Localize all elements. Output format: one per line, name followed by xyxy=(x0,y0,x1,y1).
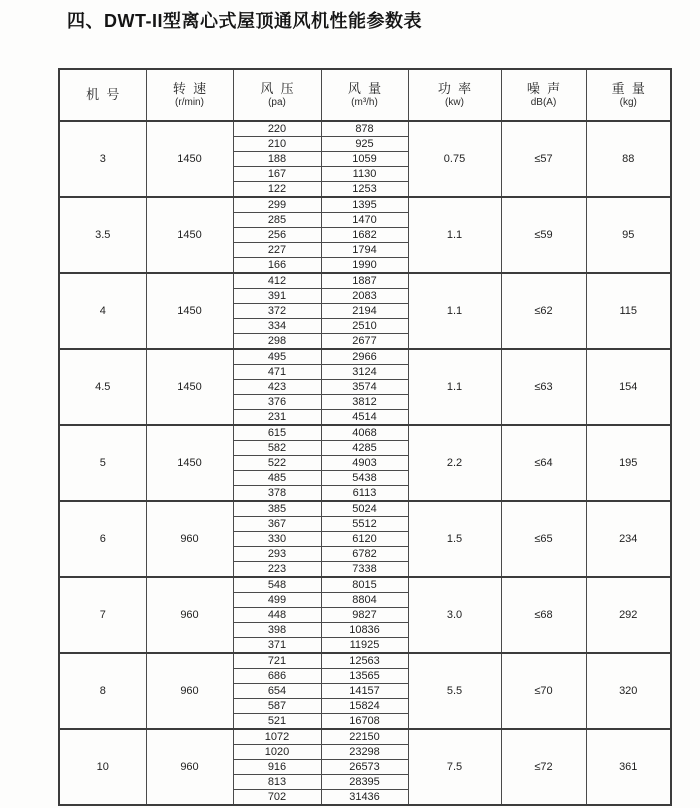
header-cell-pressure xyxy=(233,69,321,121)
volume-cell: 3124 xyxy=(321,365,408,380)
pressure-cell: 231 xyxy=(233,410,321,426)
volume-cell: 1682 xyxy=(321,228,408,243)
table-header-row xyxy=(59,69,671,121)
speed-cell: 960 xyxy=(146,577,233,653)
machine-no-cell: 4.5 xyxy=(59,349,146,425)
volume-cell: 878 xyxy=(321,121,408,137)
pressure-cell: 495 xyxy=(233,349,321,365)
power-cell: 1.1 xyxy=(408,349,501,425)
noise-cell: ≤62 xyxy=(501,273,586,349)
pressure-cell: 122 xyxy=(233,182,321,198)
volume-cell: 10836 xyxy=(321,623,408,638)
volume-cell: 22150 xyxy=(321,729,408,745)
machine-no-cell: 10 xyxy=(59,729,146,805)
pressure-cell: 376 xyxy=(233,395,321,410)
volume-cell: 925 xyxy=(321,137,408,152)
pressure-cell: 367 xyxy=(233,517,321,532)
machine-no-cell: 3 xyxy=(59,121,146,197)
volume-cell: 5512 xyxy=(321,517,408,532)
pressure-cell: 702 xyxy=(233,790,321,806)
noise-cell: ≤65 xyxy=(501,501,586,577)
volume-cell: 2966 xyxy=(321,349,408,365)
table-row xyxy=(59,349,671,365)
volume-cell: 1794 xyxy=(321,243,408,258)
pressure-cell: 686 xyxy=(233,669,321,684)
header-label: 重 量 xyxy=(611,81,645,96)
pressure-cell: 721 xyxy=(233,653,321,669)
volume-cell: 4514 xyxy=(321,410,408,426)
pressure-cell: 813 xyxy=(233,775,321,790)
pressure-cell: 654 xyxy=(233,684,321,699)
volume-cell: 1059 xyxy=(321,152,408,167)
pressure-cell: 423 xyxy=(233,380,321,395)
header-unit: (m³/h) xyxy=(351,97,378,108)
pressure-cell: 371 xyxy=(233,638,321,654)
table-row xyxy=(59,501,671,517)
table-row xyxy=(59,197,671,213)
volume-cell: 8804 xyxy=(321,593,408,608)
machine-no-cell: 7 xyxy=(59,577,146,653)
machine-no-cell: 5 xyxy=(59,425,146,501)
header-cell-volume xyxy=(321,69,408,121)
pressure-cell: 166 xyxy=(233,258,321,274)
pressure-cell: 1072 xyxy=(233,729,321,745)
header-label: 转 速 xyxy=(172,81,207,96)
table-row xyxy=(59,653,671,669)
speed-cell: 960 xyxy=(146,501,233,577)
pressure-cell: 587 xyxy=(233,699,321,714)
weight-cell: 292 xyxy=(586,577,671,653)
speed-cell: 1450 xyxy=(146,197,233,273)
power-cell: 1.1 xyxy=(408,197,501,273)
pressure-cell: 188 xyxy=(233,152,321,167)
pressure-cell: 548 xyxy=(233,577,321,593)
volume-cell: 1990 xyxy=(321,258,408,274)
header-unit: (kg) xyxy=(619,97,637,108)
machine-no-cell: 3.5 xyxy=(59,197,146,273)
pressure-cell: 391 xyxy=(233,289,321,304)
weight-cell: 88 xyxy=(586,121,671,197)
power-cell: 3.0 xyxy=(408,577,501,653)
volume-cell: 4285 xyxy=(321,441,408,456)
table-row xyxy=(59,729,671,745)
volume-cell: 2083 xyxy=(321,289,408,304)
volume-cell: 28395 xyxy=(321,775,408,790)
pressure-cell: 582 xyxy=(233,441,321,456)
weight-cell: 195 xyxy=(586,425,671,501)
pressure-cell: 916 xyxy=(233,760,321,775)
table-body xyxy=(59,121,671,805)
pressure-cell: 499 xyxy=(233,593,321,608)
noise-cell: ≤57 xyxy=(501,121,586,197)
power-cell: 7.5 xyxy=(408,729,501,805)
noise-cell: ≤64 xyxy=(501,425,586,501)
weight-cell: 95 xyxy=(586,197,671,273)
volume-cell: 1253 xyxy=(321,182,408,198)
pressure-cell: 471 xyxy=(233,365,321,380)
pressure-cell: 448 xyxy=(233,608,321,623)
noise-cell: ≤59 xyxy=(501,197,586,273)
table-container xyxy=(58,68,672,806)
volume-cell: 23298 xyxy=(321,745,408,760)
table-row xyxy=(59,425,671,441)
machine-no-cell: 4 xyxy=(59,273,146,349)
pressure-cell: 615 xyxy=(233,425,321,441)
volume-cell: 3574 xyxy=(321,380,408,395)
pressure-cell: 522 xyxy=(233,456,321,471)
volume-cell: 8015 xyxy=(321,577,408,593)
volume-cell: 6120 xyxy=(321,532,408,547)
pressure-cell: 398 xyxy=(233,623,321,638)
noise-cell: ≤72 xyxy=(501,729,586,805)
pressure-cell: 256 xyxy=(233,228,321,243)
pressure-cell: 521 xyxy=(233,714,321,730)
header-label: 噪 声 xyxy=(526,81,561,96)
volume-cell: 1395 xyxy=(321,197,408,213)
header-label: 功 率 xyxy=(437,81,472,96)
weight-cell: 154 xyxy=(586,349,671,425)
table-row xyxy=(59,273,671,289)
page-title: 四、DWT-II型离心式屋顶通风机性能参数表 xyxy=(67,11,422,31)
speed-cell: 1450 xyxy=(146,121,233,197)
pressure-cell: 223 xyxy=(233,562,321,578)
volume-cell: 5024 xyxy=(321,501,408,517)
noise-cell: ≤63 xyxy=(501,349,586,425)
header-cell-machine-no xyxy=(59,69,146,121)
table-row xyxy=(59,577,671,593)
power-cell: 2.2 xyxy=(408,425,501,501)
weight-cell: 361 xyxy=(586,729,671,805)
volume-cell: 1470 xyxy=(321,213,408,228)
volume-cell: 3812 xyxy=(321,395,408,410)
pressure-cell: 220 xyxy=(233,121,321,137)
header-cell-noise xyxy=(501,69,586,121)
volume-cell: 9827 xyxy=(321,608,408,623)
volume-cell: 4068 xyxy=(321,425,408,441)
volume-cell: 2510 xyxy=(321,319,408,334)
header-unit: (r/min) xyxy=(175,97,204,108)
volume-cell: 1130 xyxy=(321,167,408,182)
volume-cell: 15824 xyxy=(321,699,408,714)
speed-cell: 1450 xyxy=(146,273,233,349)
pressure-cell: 299 xyxy=(233,197,321,213)
volume-cell: 2194 xyxy=(321,304,408,319)
noise-cell: ≤70 xyxy=(501,653,586,729)
volume-cell: 1887 xyxy=(321,273,408,289)
header-unit: dB(A) xyxy=(530,97,557,108)
speed-cell: 960 xyxy=(146,653,233,729)
pressure-cell: 167 xyxy=(233,167,321,182)
volume-cell: 2677 xyxy=(321,334,408,350)
volume-cell: 4903 xyxy=(321,456,408,471)
speed-cell: 960 xyxy=(146,729,233,805)
header-unit: (pa) xyxy=(268,97,286,108)
header-label: 风 压 xyxy=(260,81,294,96)
volume-cell: 7338 xyxy=(321,562,408,578)
volume-cell: 31436 xyxy=(321,790,408,806)
power-cell: 1.5 xyxy=(408,501,501,577)
header-cell-power xyxy=(408,69,501,121)
pressure-cell: 330 xyxy=(233,532,321,547)
pressure-cell: 285 xyxy=(233,213,321,228)
volume-cell: 6113 xyxy=(321,486,408,502)
weight-cell: 234 xyxy=(586,501,671,577)
volume-cell: 26573 xyxy=(321,760,408,775)
power-cell: 1.1 xyxy=(408,273,501,349)
table-row xyxy=(59,121,671,137)
volume-cell: 13565 xyxy=(321,669,408,684)
pressure-cell: 485 xyxy=(233,471,321,486)
header-unit: (kw) xyxy=(445,97,464,108)
pressure-cell: 378 xyxy=(233,486,321,502)
header-label: 机 号 xyxy=(86,87,120,102)
volume-cell: 6782 xyxy=(321,547,408,562)
machine-no-cell: 6 xyxy=(59,501,146,577)
volume-cell: 12563 xyxy=(321,653,408,669)
weight-cell: 320 xyxy=(586,653,671,729)
pressure-cell: 293 xyxy=(233,547,321,562)
power-cell: 0.75 xyxy=(408,121,501,197)
performance-table xyxy=(58,68,672,806)
volume-cell: 11925 xyxy=(321,638,408,654)
header-label: 风 量 xyxy=(347,81,382,96)
pressure-cell: 372 xyxy=(233,304,321,319)
volume-cell: 16708 xyxy=(321,714,408,730)
volume-cell: 14157 xyxy=(321,684,408,699)
speed-cell: 1450 xyxy=(146,425,233,501)
pressure-cell: 385 xyxy=(233,501,321,517)
pressure-cell: 298 xyxy=(233,334,321,350)
weight-cell: 115 xyxy=(586,273,671,349)
speed-cell: 1450 xyxy=(146,349,233,425)
header-cell-weight xyxy=(586,69,671,121)
power-cell: 5.5 xyxy=(408,653,501,729)
pressure-cell: 412 xyxy=(233,273,321,289)
machine-no-cell: 8 xyxy=(59,653,146,729)
noise-cell: ≤68 xyxy=(501,577,586,653)
header-cell-speed xyxy=(146,69,233,121)
pressure-cell: 227 xyxy=(233,243,321,258)
pressure-cell: 334 xyxy=(233,319,321,334)
volume-cell: 5438 xyxy=(321,471,408,486)
pressure-cell: 1020 xyxy=(233,745,321,760)
pressure-cell: 210 xyxy=(233,137,321,152)
